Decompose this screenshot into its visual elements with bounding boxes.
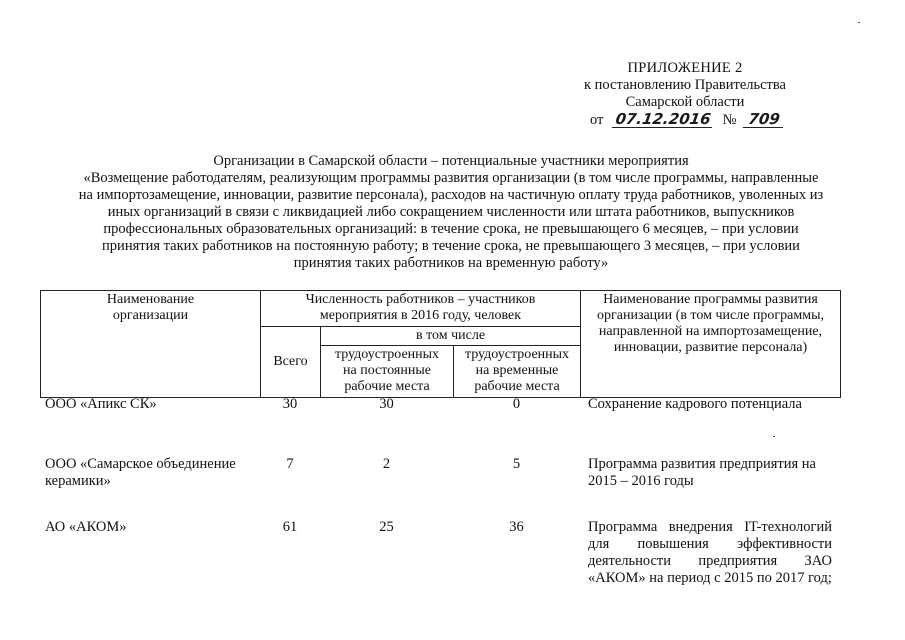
cell-total: 7 bbox=[286, 456, 294, 472]
header-program-line: инновации, развитие персонала) bbox=[613, 340, 808, 355]
header-permanent bbox=[321, 346, 454, 398]
appendix-line-1: к постановлению Правительства bbox=[584, 77, 786, 93]
cell-program: Программа развития предприятия на 2015 – 2016 годы bbox=[588, 456, 816, 489]
header-total: Всего bbox=[261, 327, 321, 398]
table-row bbox=[40, 519, 840, 619]
header-permanent-line: трудоустроенных bbox=[334, 347, 440, 362]
cell-org: АО «АКОМ» bbox=[45, 519, 127, 535]
header-program-line: Наименование программы развития bbox=[603, 292, 818, 307]
header-count-line: мероприятия в 2016 году, человек bbox=[319, 308, 522, 323]
number-prefix: № bbox=[722, 112, 737, 128]
cell-org: ООО «Апикс СК» bbox=[45, 396, 157, 412]
heading-line: принятия таких работников на постоянную работу; в течение срока, не превышающего 3 месяцев, – при условии bbox=[102, 238, 800, 254]
document-heading bbox=[35, 153, 867, 272]
cell-permanent: 30 bbox=[379, 396, 394, 412]
appendix-line-2: Самарской области bbox=[625, 94, 745, 110]
cell-temporary: 0 bbox=[512, 396, 521, 412]
cell-temporary: 5 bbox=[512, 456, 521, 472]
cell-org: ООО «Самарское объединение керамики» bbox=[45, 456, 236, 489]
heading-line: иных организаций в связи с ликвидацией либо сокращением численности или штата работников, выпускников bbox=[107, 204, 795, 220]
header-permanent-line: на постоянные bbox=[343, 363, 431, 378]
header-temporary-line: трудоустроенных bbox=[464, 347, 570, 362]
header-org-line: Наименование bbox=[106, 292, 195, 307]
heading-line: Организации в Самарской области – потенциальные участники мероприятия bbox=[213, 153, 689, 169]
heading-line: принятия таких работников на временную работу» bbox=[293, 255, 609, 271]
appendix-dateline bbox=[560, 112, 810, 129]
header-program-line: направленной на импортозамещение, bbox=[598, 324, 823, 339]
heading-line: профессиональных образовательных организаций: в течение срока, не превышающего 6 месяцев, – при условии bbox=[103, 221, 799, 237]
table-row bbox=[40, 396, 840, 456]
heading-line: на импортозамещение, инновации, развитие персонала), расходов на частичную оплату труда работников, уволенных из bbox=[78, 187, 824, 203]
header-count-line: Численность работников – участников bbox=[305, 292, 536, 307]
header-org-line: организации bbox=[112, 308, 189, 323]
cell-permanent: 25 bbox=[379, 519, 394, 535]
heading-line: «Возмещение работодателям, реализующим программы развития организации (в том числе программы, направленные bbox=[83, 170, 819, 186]
header-temporary-line: на временные bbox=[475, 363, 559, 378]
cell-total: 30 bbox=[282, 396, 298, 412]
header-program bbox=[581, 291, 841, 398]
cell-total: 61 bbox=[282, 519, 298, 535]
participants-table-header bbox=[40, 290, 841, 398]
header-temporary-line: рабочие места bbox=[474, 379, 560, 394]
appendix-block bbox=[560, 60, 810, 129]
handwritten-number: 709 bbox=[743, 112, 785, 128]
header-permanent-line: рабочие места bbox=[344, 379, 430, 394]
cell-permanent: 2 bbox=[382, 456, 391, 472]
appendix-title: ПРИЛОЖЕНИЕ 2 bbox=[627, 60, 743, 76]
header-org bbox=[41, 291, 261, 398]
table-header-wrap bbox=[40, 290, 840, 398]
cell-program: Сохранение кадрового потенциала bbox=[588, 396, 802, 412]
header-program-line: организации (в том числе программы, bbox=[597, 308, 824, 323]
scan-speck bbox=[773, 436, 775, 437]
table-body bbox=[40, 396, 840, 619]
header-count bbox=[261, 291, 581, 327]
cell-temporary: 36 bbox=[509, 519, 524, 535]
date-prefix: от bbox=[590, 112, 604, 128]
table-row bbox=[40, 456, 840, 519]
scan-speck bbox=[858, 22, 860, 23]
cell-program: Программа внедрения IT-технологий для повышения эффективности деятельности предприятия ЗАО «АКОМ» на период с 2015 по 2017 год; bbox=[588, 519, 832, 586]
header-including: в том числе bbox=[321, 327, 581, 346]
handwritten-date: 07.12.2016 bbox=[612, 112, 714, 128]
header-temporary bbox=[454, 346, 581, 398]
